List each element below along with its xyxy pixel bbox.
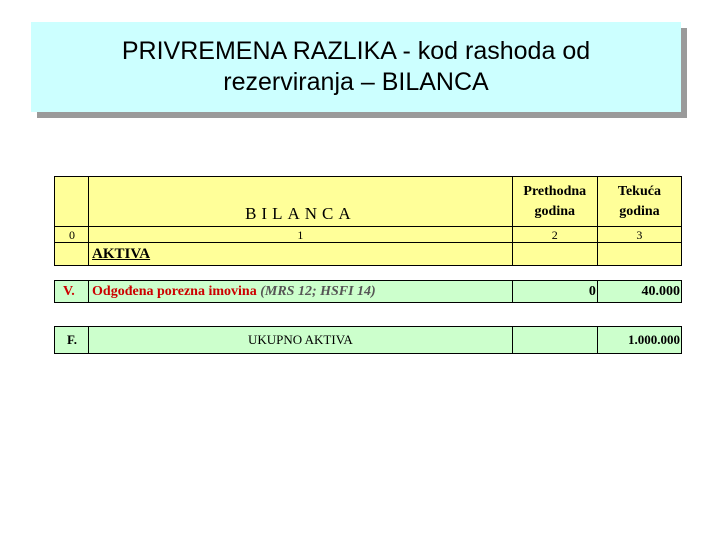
- row-v-reference: (MRS 12; HSFI 14): [260, 283, 376, 299]
- row-f-prev-value: [512, 327, 597, 354]
- row-v-curr-value: 40.000: [597, 281, 681, 303]
- section-aktiva: AKTIVA: [89, 243, 513, 266]
- aktiva-prev-cell: [512, 243, 597, 266]
- col-number-0: 0: [55, 227, 89, 243]
- table-row: [55, 327, 682, 354]
- prev-year-line2: godina: [534, 203, 576, 219]
- row-v-prev-value: 0: [512, 281, 597, 303]
- bilanca-header: BILANCA: [89, 177, 513, 227]
- total-assets-row-table: [54, 326, 682, 354]
- curr-year-line1: Tekuća: [617, 183, 661, 199]
- col-number-3: 3: [597, 227, 681, 243]
- aktiva-blank-cell: [55, 243, 89, 266]
- title-line-2: rezerviranja – BILANCA: [223, 68, 489, 96]
- row-v-mark: V.: [55, 281, 89, 303]
- row-f-curr-value: 1.000.000: [597, 327, 681, 354]
- curr-year-line2: godina: [619, 203, 660, 219]
- prev-year-line1: Prethodna: [523, 183, 587, 199]
- slide-title: [31, 22, 681, 112]
- curr-year-header: [597, 177, 681, 227]
- aktiva-curr-cell: [597, 243, 681, 266]
- title-line-1: PRIVREMENA RAZLIKA - kod rashoda od: [121, 37, 591, 65]
- row-v-label: [89, 281, 513, 303]
- col-number-2: 2: [512, 227, 597, 243]
- header-blank-cell: [55, 177, 89, 227]
- deferred-tax-row-table: [54, 280, 682, 303]
- table-row: [55, 281, 682, 303]
- row-v-label-text: Odgođena porezna imovina: [92, 283, 261, 299]
- row-f-label: UKUPNO AKTIVA: [89, 327, 513, 354]
- prev-year-header: [512, 177, 597, 227]
- aktiva-row: [55, 243, 682, 266]
- column-number-row: [55, 227, 682, 243]
- row-f-mark: F.: [55, 327, 89, 354]
- header-row: [55, 177, 682, 227]
- col-number-1: 1: [89, 227, 513, 243]
- balance-header-table: [54, 176, 682, 266]
